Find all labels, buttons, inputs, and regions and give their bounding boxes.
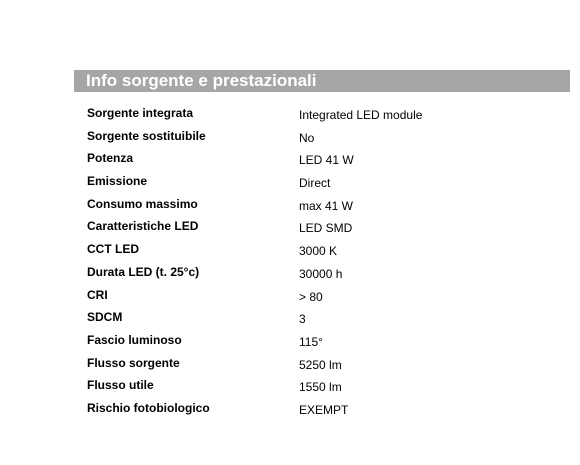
spec-label: Caratteristiche LED [87,219,199,234]
spec-value: 1550 lm [299,380,342,395]
spec-row-sorgente-sostituibile [87,126,547,149]
spec-value: LED SMD [299,221,353,236]
spec-row-consumo-massimo [87,194,547,217]
section-header [74,70,570,92]
spec-label: CCT LED [87,242,139,257]
spec-value: 3000 K [299,244,338,259]
spec-label: Emissione [87,174,148,189]
spec-label: Consumo massimo [87,196,198,211]
spec-value: 3 [299,312,306,327]
spec-row-rischio-fotobiologico [87,398,547,421]
spec-row-sdcm [87,307,547,330]
spec-row-cri [87,285,547,308]
spec-value: max 41 W [299,198,354,213]
spec-row-fascio-luminoso [87,330,547,353]
spec-label: Sorgente sostituibile [87,128,206,143]
spec-label: Rischio fotobiologico [87,400,210,415]
section-title: Info sorgente e prestazionali [86,71,317,90]
spec-row-flusso-sorgente [87,353,547,376]
spec-value: 5250 lm [299,357,342,372]
spec-row-flusso-utile [87,375,547,398]
spec-row-cct-led [87,239,547,262]
spec-label: Durata LED (t. 25°c) [87,264,200,279]
spec-row-sorgente-integrata [87,103,547,126]
spec-value: Direct [299,176,331,191]
spec-row-potenza [87,148,547,171]
spec-value: No [299,130,315,145]
spec-row-durata-led [87,262,547,285]
spec-label: Flusso utile [87,378,154,393]
spec-value: 115° [299,334,323,349]
spec-row-emissione [87,171,547,194]
spec-label: CRI [87,287,108,302]
spec-label: SDCM [87,310,123,325]
spec-table [87,103,547,421]
spec-value: 30000 h [299,266,343,281]
spec-value: EXEMPT [299,402,349,417]
spec-label: Fascio luminoso [87,332,182,347]
spec-label: Flusso sorgente [87,355,180,370]
spec-value: > 80 [299,289,323,304]
spec-value: LED 41 W [299,153,354,168]
spec-value: Integrated LED module [299,108,423,122]
spec-label: Sorgente integrata [87,106,194,120]
spec-label: Potenza [87,151,134,166]
spec-row-caratteristiche-led [87,216,547,239]
